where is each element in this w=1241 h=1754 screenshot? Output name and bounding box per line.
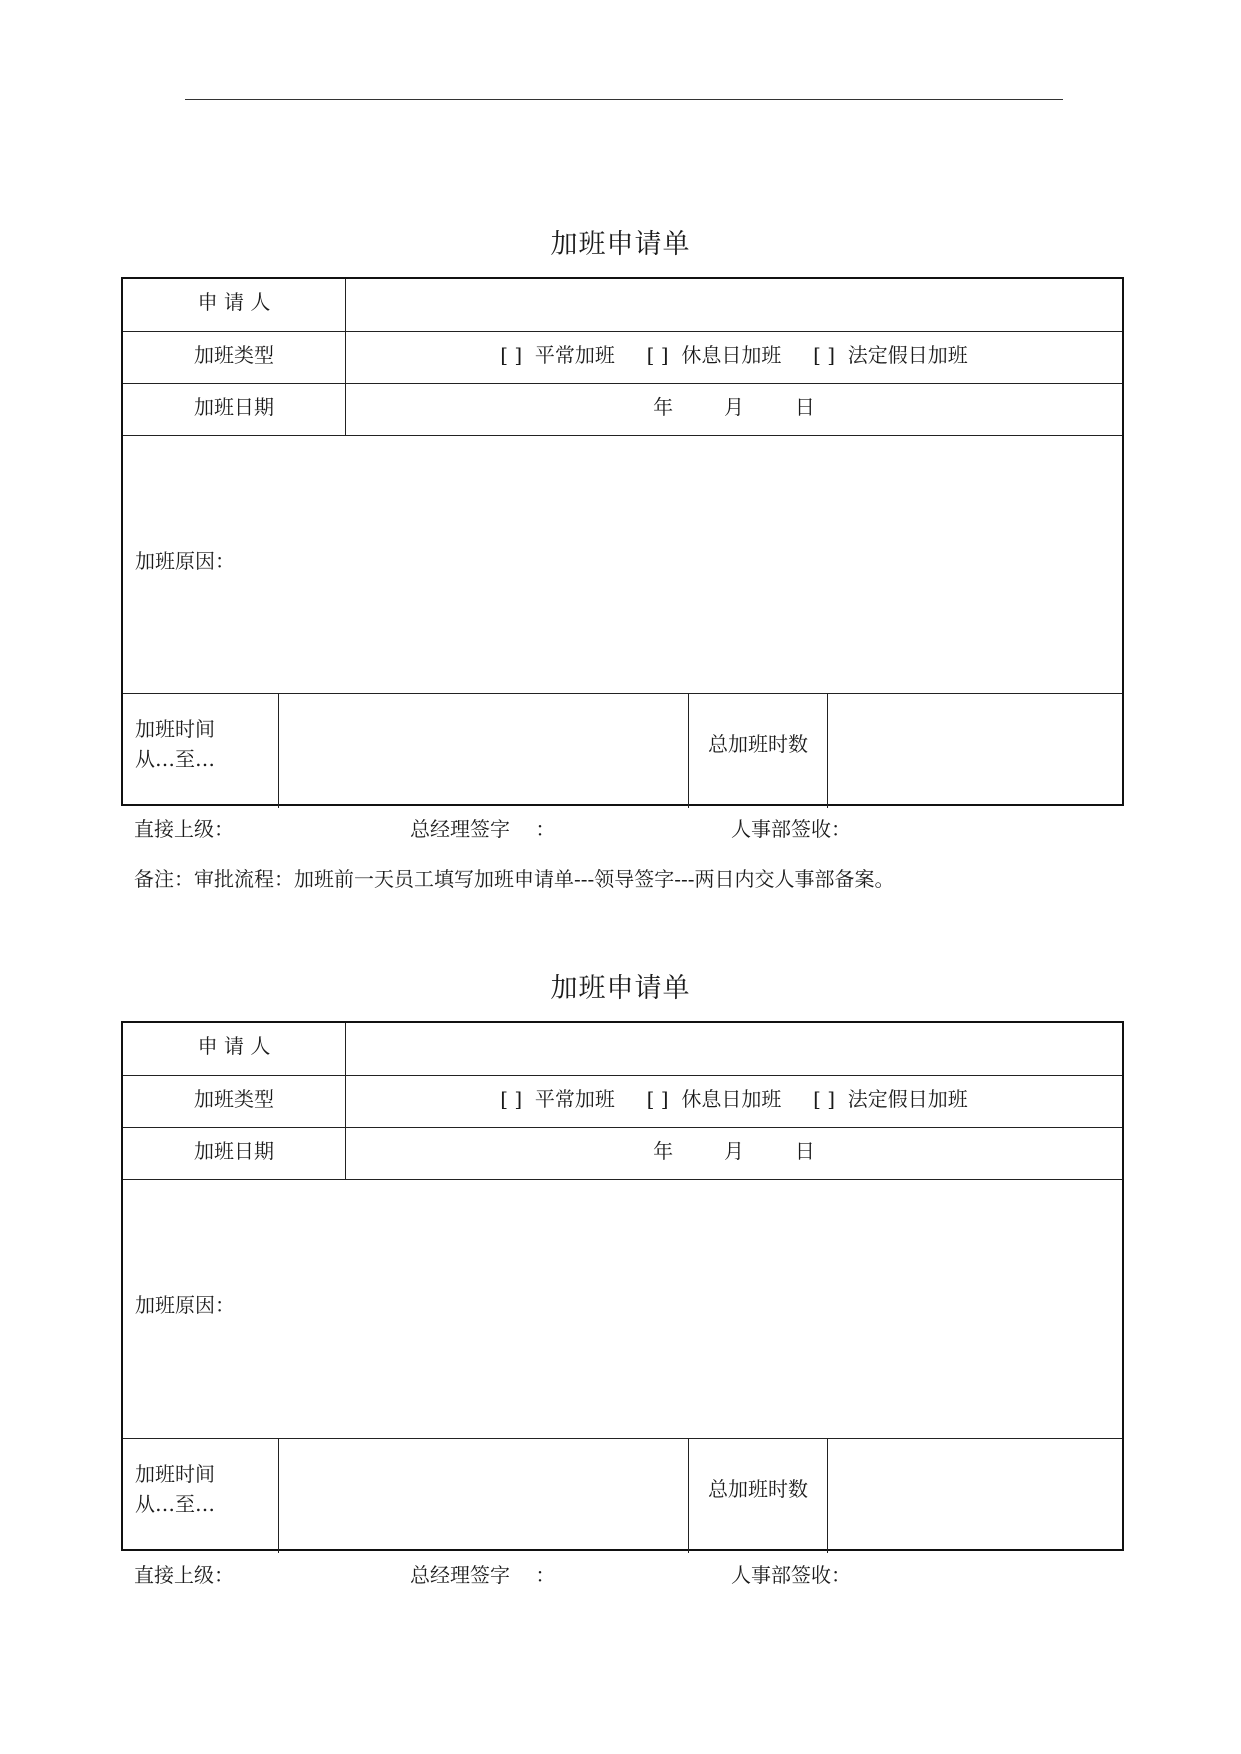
time-row bbox=[123, 693, 1122, 808]
type-row bbox=[123, 1075, 1122, 1127]
date-label-cell bbox=[123, 384, 345, 435]
time-label bbox=[135, 714, 215, 774]
date-row bbox=[123, 383, 1122, 435]
hr-receipt-label: 人事部签收： bbox=[731, 817, 851, 841]
applicant-input[interactable] bbox=[345, 1023, 1122, 1075]
type-options[interactable]: [ ] 平常加班 [ ] 休息日加班 [ ] 法定假日加班 bbox=[500, 343, 968, 367]
time-input[interactable] bbox=[278, 694, 688, 808]
time-label bbox=[135, 1459, 215, 1519]
supervisor-label: 直接上级： bbox=[134, 817, 234, 841]
date-label: 加班日期 bbox=[194, 395, 274, 419]
gm-sign-label: 总经理签字 ： bbox=[410, 1563, 556, 1587]
type-options[interactable]: [ ] 平常加班 [ ] 休息日加班 [ ] 法定假日加班 bbox=[500, 1087, 968, 1111]
type-label-cell bbox=[123, 1076, 345, 1127]
applicant-label: 申 请 人 bbox=[197, 1034, 271, 1058]
total-hours-label: 总加班时数 bbox=[708, 1477, 808, 1501]
type-label: 加班类型 bbox=[194, 1087, 274, 1111]
type-label-cell bbox=[123, 332, 345, 383]
type-label: 加班类型 bbox=[194, 343, 274, 367]
type-row bbox=[123, 331, 1122, 383]
date-label-cell bbox=[123, 1128, 345, 1179]
time-row bbox=[123, 1438, 1122, 1553]
time-label-line1: 加班时间 bbox=[135, 1462, 215, 1486]
reason-label: 加班原因： bbox=[135, 549, 235, 573]
gm-sign-label: 总经理签字 ： bbox=[410, 817, 556, 841]
time-label-cell bbox=[123, 1439, 278, 1553]
time-label-line1: 加班时间 bbox=[135, 717, 215, 741]
applicant-label-cell bbox=[123, 1023, 345, 1075]
date-label: 加班日期 bbox=[194, 1139, 274, 1163]
time-label-line2: 从…至… bbox=[135, 747, 215, 771]
form-table bbox=[121, 277, 1124, 806]
reason-row[interactable] bbox=[123, 435, 1122, 693]
total-hours-input[interactable] bbox=[827, 1439, 1122, 1553]
date-placeholder: 年 月 日 bbox=[653, 1139, 815, 1163]
total-hours-label-cell bbox=[688, 694, 827, 808]
date-placeholder: 年 月 日 bbox=[653, 395, 815, 419]
approval-note: 备注：审批流程：加班前一天员工填写加班申请单---领导签字---两日内交人事部备案。 bbox=[134, 867, 895, 891]
time-label-cell bbox=[123, 694, 278, 808]
time-input[interactable] bbox=[278, 1439, 688, 1553]
reason-row[interactable] bbox=[123, 1179, 1122, 1438]
hr-receipt-label: 人事部签收： bbox=[731, 1563, 851, 1587]
applicant-row bbox=[123, 1023, 1122, 1075]
type-options-cell[interactable] bbox=[345, 1076, 1122, 1127]
applicant-row bbox=[123, 279, 1122, 331]
form-title: 加班申请单 bbox=[550, 973, 691, 1004]
header-rule bbox=[185, 99, 1063, 100]
time-label-line2: 从…至… bbox=[135, 1492, 215, 1516]
type-options-cell[interactable] bbox=[345, 332, 1122, 383]
applicant-label-cell bbox=[123, 279, 345, 331]
applicant-label: 申 请 人 bbox=[197, 290, 271, 314]
applicant-input[interactable] bbox=[345, 279, 1122, 331]
total-hours-label: 总加班时数 bbox=[708, 732, 808, 756]
supervisor-label: 直接上级： bbox=[134, 1563, 234, 1587]
date-input[interactable] bbox=[345, 384, 1122, 435]
date-row bbox=[123, 1127, 1122, 1179]
reason-label: 加班原因： bbox=[135, 1293, 235, 1317]
total-hours-label-cell bbox=[688, 1439, 827, 1553]
date-input[interactable] bbox=[345, 1128, 1122, 1179]
form-title: 加班申请单 bbox=[550, 229, 691, 260]
total-hours-input[interactable] bbox=[827, 694, 1122, 808]
form-table bbox=[121, 1021, 1124, 1551]
